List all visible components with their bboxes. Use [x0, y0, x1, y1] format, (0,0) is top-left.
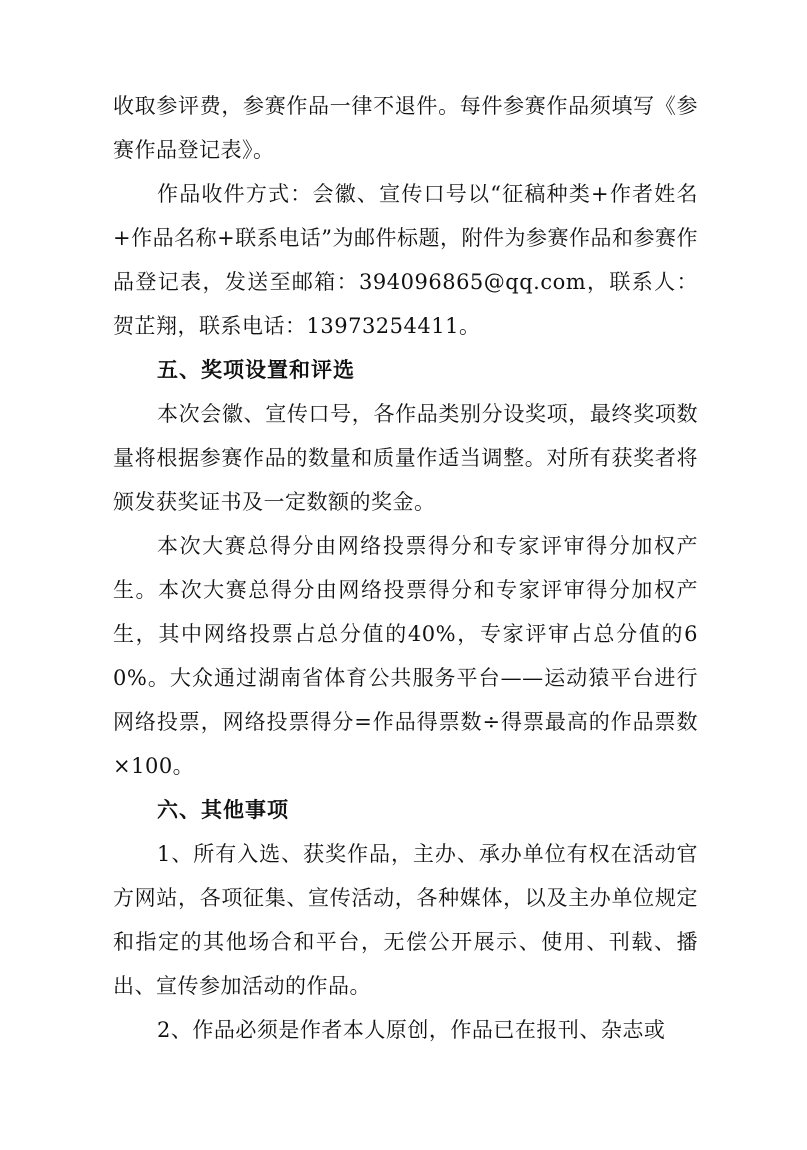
paragraph-item-2: 2、作品必须是作者本人原创，作品已在报刊、杂志或 [157, 1018, 666, 1042]
paragraph-awards: 本次会徽、宣传口号，各作品类别分设奖项，最终奖项数量将根据参赛作品的数量和质量作适当调整。对所有获奖者将颁发获奖证书及一定数额的奖金。 [113, 402, 698, 514]
paragraph-submission-method: 作品收件方式：会徽、宣传口号以“征稿种类+作者姓名+作品名称+联系电话”为邮件标题，附件为参赛作品和参赛作品登记表，发送至邮箱：394096865@qq.com，联系人：贺芷翔，联系电话：13973254411。 [113, 182, 698, 338]
paragraph-scoring: 本次大赛总得分由网络投票得分和专家评审得分加权产生。本次大赛总得分由网络投票得分和专家评审得分加权产生，其中网络投票占总分值的40%，专家评审占总分值的60%。大众通过湖南省体育公共服务平台——运动猿平台进行网络投票，网络投票得分=作品得票数÷得票最高的作品票数×100。 [113, 534, 698, 778]
paragraph-entry-fee: 收取参评费，参赛作品一律不退件。每件参赛作品须填写《参赛作品登记表》。 [113, 94, 698, 162]
paragraph-item-1: 1、所有入选、获奖作品，主办、承办单位有权在活动官方网站，各项征集、宣传活动，各种媒体，以及主办单位规定和指定的其他场合和平台，无偿公开展示、使用、刊载、播出、宣传参加活动的作品。 [113, 842, 698, 998]
section-heading-other-matters: 六、其他事项 [157, 798, 289, 822]
section-heading-awards: 五、奖项设置和评选 [157, 358, 355, 382]
